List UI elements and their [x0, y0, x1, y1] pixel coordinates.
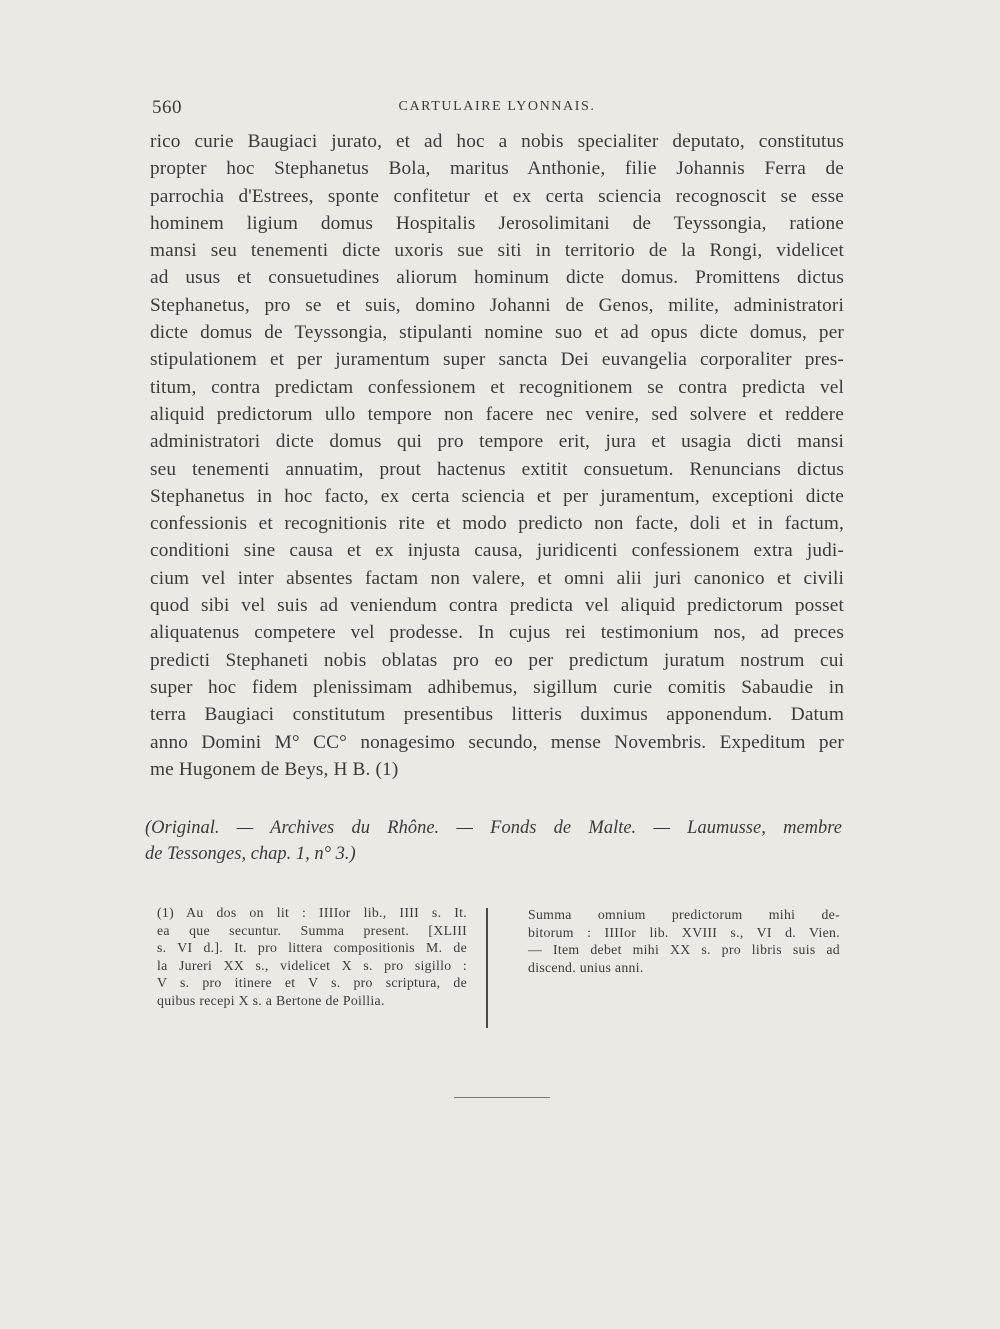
- column-divider: [486, 908, 488, 1028]
- footnote-line: (1) Au dos on lit : IIIIor lib., IIII s. It.: [157, 905, 467, 920]
- body-line: quod sibi vel suis ad veniendum contra predicta vel aliquid predictorum posset: [150, 595, 844, 617]
- page-number: 560: [152, 97, 182, 118]
- body-line: Stephanetus, pro se et suis, domino Johanni de Genos, milite, administratori: [150, 294, 844, 316]
- end-rule: [454, 1097, 550, 1098]
- body-line: anno Domini M° CC° nonagesimo secundo, mense Novembris. Expeditum per: [150, 731, 844, 753]
- body-line: aliquid predictorum ullo tempore non facere nec venire, sed solvere et reddere: [150, 403, 844, 425]
- running-title: CARTULAIRE LYONNAIS.: [398, 99, 596, 114]
- body-line: predicti Stephaneti nobis oblatas pro eo per predictum juratum nostrum cui: [150, 649, 844, 671]
- footnote-line: bitorum : IIIIor lib. XVIII s., VI d. Vien.: [528, 924, 840, 940]
- footnote-line: s. VI d.]. It. pro littera compositionis M. de: [157, 940, 467, 955]
- body-line: ad usus et consuetudines aliorum hominum dicte domus. Promittens dictus: [150, 267, 844, 289]
- body-line: cium vel inter absentes factam non valere, et omni alii juri canonico et civili: [150, 567, 844, 589]
- body-line: stipulationem et per juramentum super sancta Dei euvangelia corporaliter pres-: [150, 349, 844, 371]
- footnote-line: — Item debet mihi XX s. pro libris suis ad: [528, 942, 840, 957]
- body-line: conditioni sine causa et ex injusta causa, juridicenti confessionem extra judi-: [150, 540, 844, 562]
- footnote-line: Summa omnium predictorum mihi de-: [528, 907, 840, 922]
- footnote-line: la Jureri XX s., videlicet X s. pro sigillo :: [157, 957, 467, 973]
- body-line: mansi seu tenementi dicte uxoris sue siti in territorio de la Rongi, videlicet: [150, 240, 844, 262]
- body-line: hominem ligium domus Hospitalis Jerosolimitani de Teyssongia, ratione: [150, 212, 844, 234]
- footnote-line: ea que secuntur. Summa present. [XLIII: [157, 922, 467, 938]
- body-line: Stephanetus in hoc facto, ex certa sciencia et per juramentum, exceptioni dicte: [150, 485, 844, 507]
- footnote-line: discend. unius anni.: [528, 959, 644, 975]
- body-line: me Hugonem de Beys, H B. (1): [150, 758, 399, 780]
- citation-line: de Tessonges, chap. 1, n° 3.): [145, 844, 356, 864]
- body-line: titum, contra predictam confessionem et recognitionem se contra predicta vel: [150, 376, 844, 398]
- body-text: [150, 128, 844, 783]
- footnote-left-column: [157, 904, 467, 1009]
- footnote-right-column: [528, 906, 840, 976]
- body-line: administratori dicte domus qui pro tempore erit, jura et usagia dicti mansi: [150, 431, 844, 453]
- body-line: propter hoc Stephanetus Bola, maritus Anthonie, filie Johannis Ferra de: [150, 158, 844, 180]
- source-citation: [145, 815, 842, 867]
- body-line: dicte domus de Teyssongia, stipulanti nomine suo et ad opus dicte domus, per: [150, 322, 844, 344]
- citation-line: (Original. — Archives du Rhône. — Fonds de Malte. — Laumusse, membre: [145, 818, 842, 838]
- body-line: parrochia d'Estrees, sponte confitetur et ex certa sciencia recognoscit se esse: [150, 185, 844, 207]
- body-line: confessionis et recognitionis rite et modo predicto non facte, doli et in factum,: [150, 513, 844, 535]
- body-line: rico curie Baugiaci jurato, et ad hoc a nobis specialiter deputato, constitutus: [150, 131, 844, 152]
- body-line: seu tenementi annuatim, prout hactenus extitit consuetum. Renuncians dictus: [150, 458, 844, 480]
- footnote-line: V s. pro itinere et V s. pro scriptura, de: [157, 975, 467, 990]
- footnotes: [157, 904, 845, 1030]
- body-line: super hoc fidem plenissimam adhibemus, sigillum curie comitis Sabaudie in: [150, 676, 844, 698]
- page-header: [152, 97, 842, 121]
- body-line: terra Baugiaci constitutum presentibus litteris duximus apponendum. Datum: [150, 704, 844, 726]
- footnote-line: quibus recepi X s. a Bertone de Poillia.: [157, 992, 385, 1008]
- body-line: aliquatenus competere vel prodesse. In cujus rei testimonium nos, ad preces: [150, 622, 844, 644]
